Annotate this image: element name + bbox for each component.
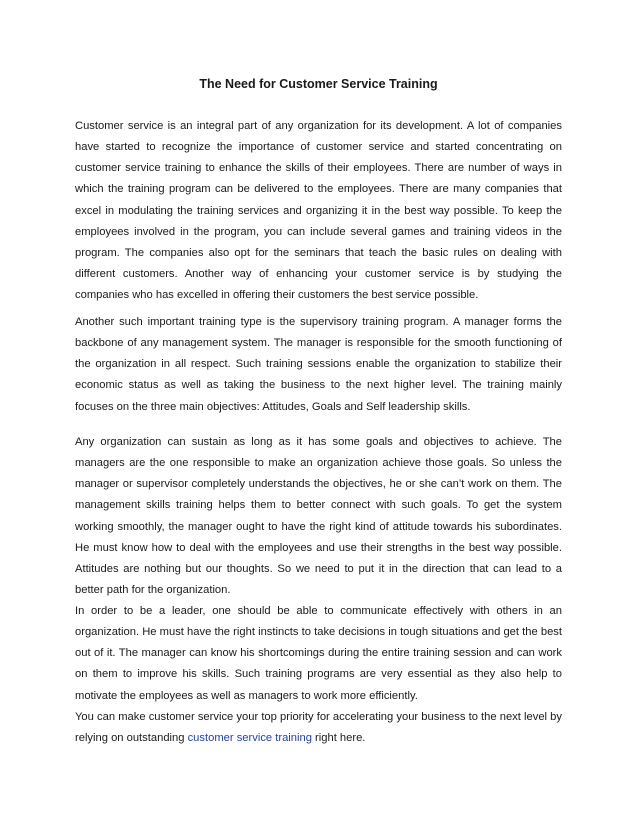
paragraph-1: Customer service is an integral part of any organization for its development. A lot of companies have started to recognize the importance of customer service and started concentrating on customer service training to enhance the skills of their employees. There are number of ways in which the training program can be delivered to the employees. There are many companies that excel in modulating the training services and organizing it in the best way possible. To keep the employees involved in the program, you can include several games and training videos in the program. The companies also opt for the seminars that teach the basic rules on dealing with different customers. Another way of enhancing your customer service is by studying the companies who has excelled in offering their customers the best service possible. bbox=[75, 120, 562, 302]
closing-text-end: right here. bbox=[311, 731, 366, 744]
document-title: The Need for Customer Service Training bbox=[199, 77, 438, 91]
paragraph-2: Another such important training type is the supervisory training program. A manager forms the backbone of any management system. The manager is responsible for the smooth functioning of the organization in all respect. Such training sessions enable the organization to stabilize their economic status as well as taking the business to the next higher level. The training mainly focuses on the three main objectives: Attitudes, Goals and Self leadership skills. bbox=[75, 316, 562, 413]
paragraph-4-text: In order to be a leader, one should be able to communicate effectively with others in an organization. He must have the right instincts to take decisions in tough situations and get the best out of it. The manager can know his shortcomings during the entire training session and can work on them to improve his skills. Such training programs are very essential as they also help to motivate the employees as well as managers to work more efficiently. bbox=[75, 605, 562, 702]
paragraph-4 bbox=[75, 601, 562, 749]
closing-text-start: You can make customer service your top priority for accelerating your business to the next level by relying on outstanding bbox=[75, 710, 562, 744]
customer-service-training-link[interactable]: customer service training bbox=[187, 731, 312, 744]
paragraph-3: Any organization can sustain as long as it has some goals and objectives to achieve. The managers are the one responsible to make an organization achieve those goals. So unless the manager or supervisor completely understands the objectives, he or she can’t work on them. The management skills training helps them to better connect with such goals. To get the system working smoothly, the manager ought to have the right kind of attitude towards his subordinates. He must know how to deal with the employees and use their strengths in the best way possible. Attitudes are nothing but our thoughts. So we need to put it in the direction that can lead to a better path for the organization. bbox=[75, 436, 562, 597]
